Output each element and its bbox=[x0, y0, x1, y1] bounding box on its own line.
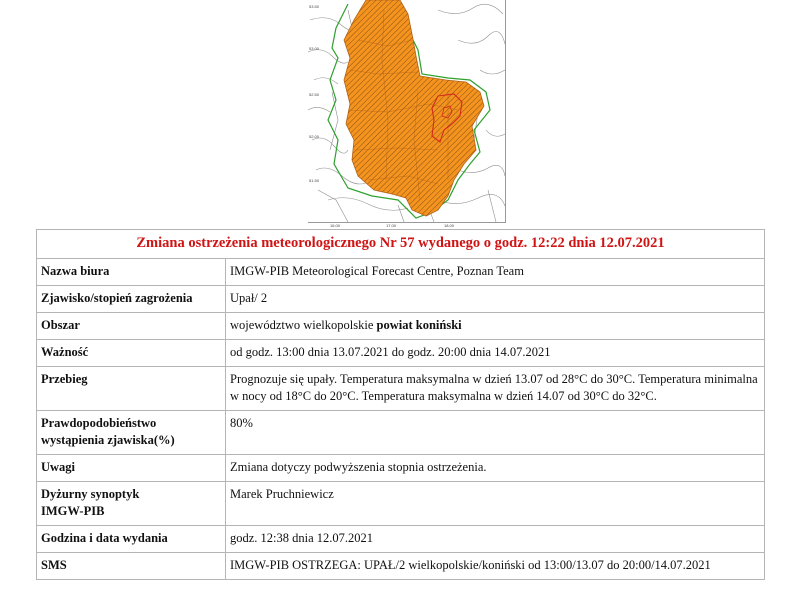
area-label: Obszar bbox=[37, 313, 226, 340]
synoptic-label bbox=[37, 482, 226, 526]
warning-map bbox=[308, 0, 506, 228]
issued-label: Godzina i data wydania bbox=[37, 526, 226, 553]
synoptic-label-line2: IMGW-PIB bbox=[41, 504, 105, 518]
sms-value: IMGW-PIB OSTRZEGA: UPAŁ/2 wielkopolskie/koniński od 13:00/13.07 do 20:00/14.07.2021 bbox=[226, 553, 765, 580]
lat-tick-label: 53.00 bbox=[309, 46, 320, 51]
sms-label: SMS bbox=[37, 553, 226, 580]
lat-tick-label: 52.00 bbox=[309, 134, 320, 139]
issued-value: godz. 12:38 dnia 12.07.2021 bbox=[226, 526, 765, 553]
table-row bbox=[37, 455, 765, 482]
course-label: Przebieg bbox=[37, 367, 226, 411]
lon-tick-label: 16.00 bbox=[330, 223, 341, 228]
lon-tick-label: 17.00 bbox=[386, 223, 397, 228]
area-value-prefix: województwo wielkopolskie bbox=[230, 318, 377, 332]
warning-table bbox=[36, 229, 765, 580]
table-row bbox=[37, 553, 765, 580]
table-row bbox=[37, 313, 765, 340]
validity-value: od godz. 13:00 dnia 13.07.2021 do godz. 20:00 dnia 14.07.2021 bbox=[226, 340, 765, 367]
probability-value: 80% bbox=[226, 411, 765, 455]
office-value: IMGW-PIB Meteorological Forecast Centre, Poznan Team bbox=[226, 259, 765, 286]
phenomenon-value: Upał/ 2 bbox=[226, 286, 765, 313]
area-value-county: powiat koniński bbox=[376, 318, 462, 332]
remarks-value: Zmiana dotyczy podwyższenia stopnia ostrzeżenia. bbox=[226, 455, 765, 482]
warning-area-hatch bbox=[344, 0, 484, 216]
probability-label: Prawdopodobieństwo wystąpienia zjawiska(%) bbox=[37, 411, 226, 455]
lat-tick-label: 52.50 bbox=[309, 92, 320, 97]
region-map-svg bbox=[308, 0, 505, 228]
table-row bbox=[37, 286, 765, 313]
course-value: Prognozuje się upały. Temperatura maksymalna w dzień 13.07 od 28°C do 30°C. Temperatura minimalna w nocy od 18°C do 20°C. Temperatura maksymalna w dzień 14.07 od 30°C do 32°C. bbox=[226, 367, 765, 411]
synoptic-value: Marek Pruchniewicz bbox=[226, 482, 765, 526]
warning-title: Zmiana ostrzeżenia meteorologicznego Nr 57 wydanego o godz. 12:22 dnia 12.07.2021 bbox=[37, 230, 765, 259]
lat-tick-label: 51.50 bbox=[309, 178, 320, 183]
lon-tick-label: 18.00 bbox=[444, 223, 455, 228]
table-row bbox=[37, 411, 765, 455]
table-row bbox=[37, 526, 765, 553]
title-row bbox=[37, 230, 765, 259]
table-row bbox=[37, 340, 765, 367]
remarks-label: Uwagi bbox=[37, 455, 226, 482]
table-row bbox=[37, 482, 765, 526]
validity-label: Ważność bbox=[37, 340, 226, 367]
office-label: Nazwa biura bbox=[37, 259, 226, 286]
area-value bbox=[226, 313, 765, 340]
table-row bbox=[37, 259, 765, 286]
phenomenon-label: Zjawisko/stopień zagrożenia bbox=[37, 286, 226, 313]
lat-tick-label: 53.50 bbox=[309, 4, 320, 9]
synoptic-label-line1: Dyżurny synoptyk bbox=[41, 487, 140, 501]
table-row bbox=[37, 367, 765, 411]
